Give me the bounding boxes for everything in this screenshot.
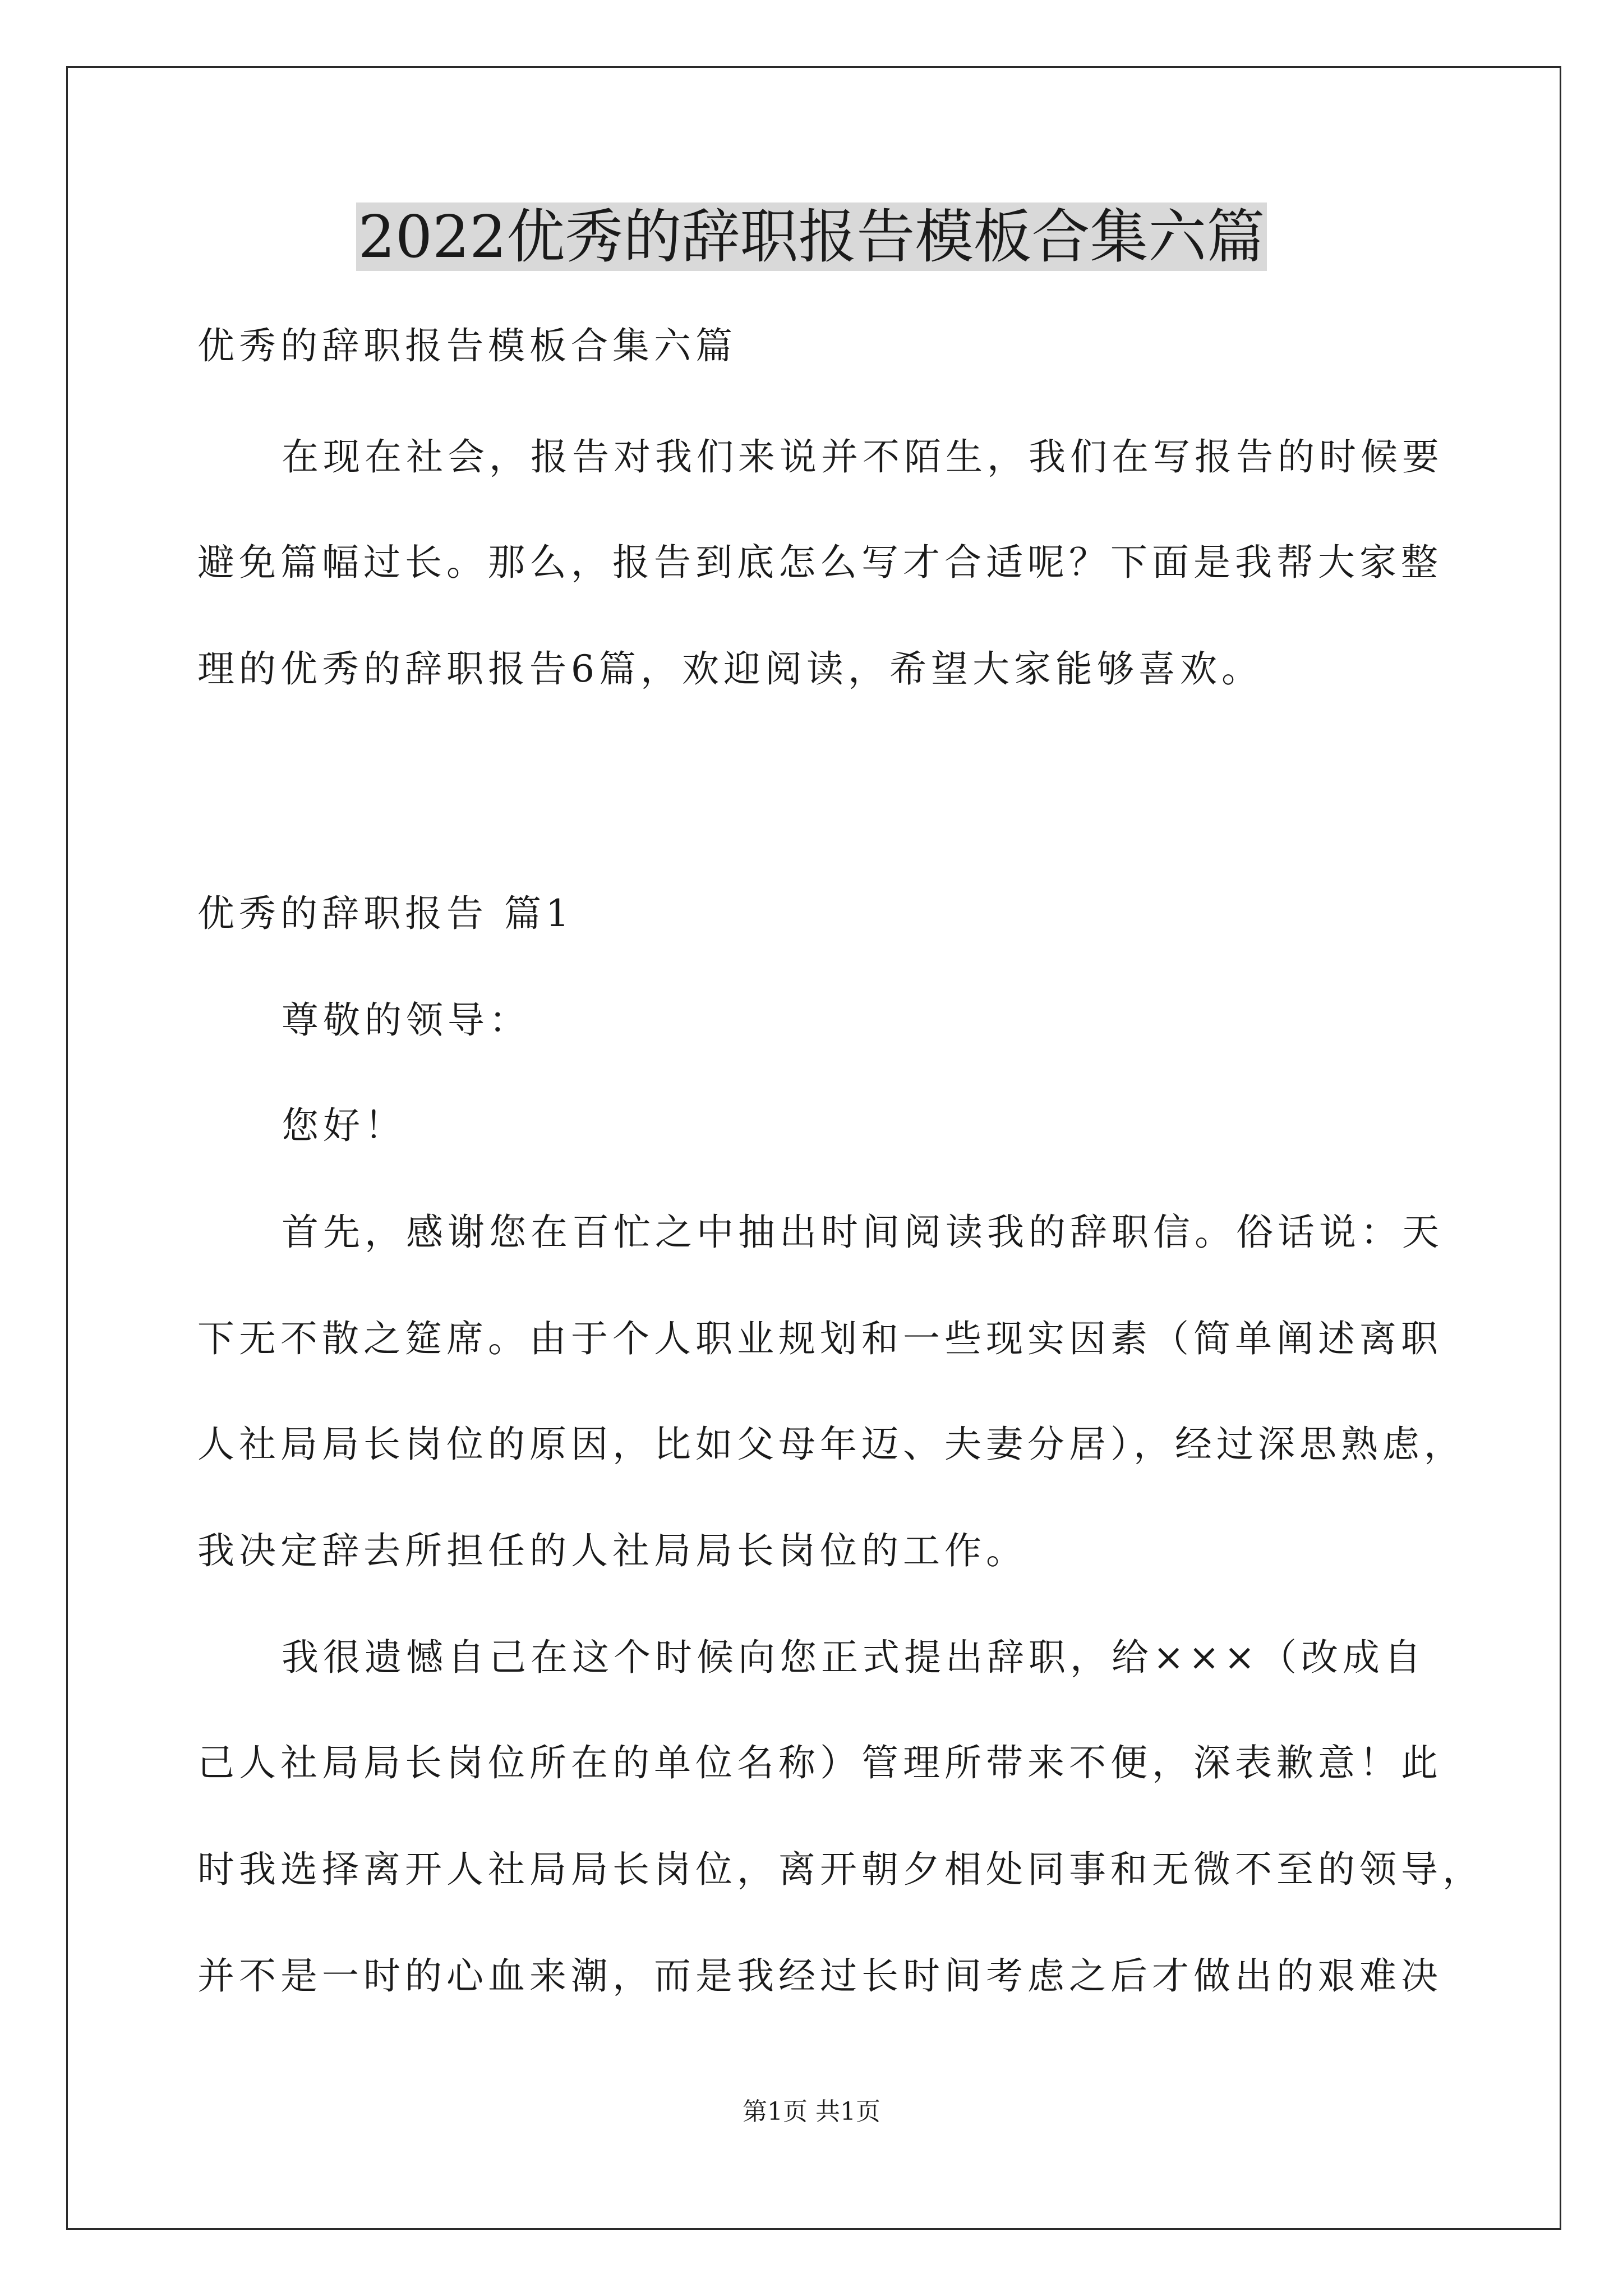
paragraph-line: 我很遗憾自己在这个时候向您正式提出辞职，给×××（改成自 — [282, 1636, 1426, 1679]
paragraph-line: 理的优秀的辞职报告6篇，欢迎阅读，希望大家能够喜欢。 — [197, 647, 1263, 691]
greeting-line: 您好！ — [282, 1104, 406, 1147]
paragraph-line: 避免篇幅过长。那么，报告到底怎么写才合适呢？下面是我帮大家整 — [197, 541, 1442, 584]
paragraph-line: 首先，感谢您在百忙之中抽出时间阅读我的辞职信。俗话说：天 — [282, 1211, 1444, 1254]
subtitle-line: 优秀的辞职报告模板合集六篇 — [197, 324, 737, 367]
salutation-line: 尊敬的领导： — [282, 999, 531, 1042]
paragraph-line: 并不是一时的心血来潮，而是我经过长时间考虑之后才做出的艰难决 — [197, 1954, 1442, 1998]
paragraph-line: 我决定辞去所担任的人社局局长岗位的工作。 — [197, 1529, 1027, 1572]
page-footer: 第1页 共1页 — [743, 2097, 880, 2126]
section-heading: 优秀的辞职报告 篇1 — [197, 892, 574, 935]
paragraph-line: 下无不散之筵席。由于个人职业规划和一些现实因素（简单阐述离职 — [197, 1317, 1442, 1360]
document-title: 2022优秀的辞职报告模板合集六篇 — [0, 197, 1623, 276]
paragraph-line: 时我选择离开人社局局长岗位，离开朝夕相处同事和无微不至的领导， — [197, 1848, 1484, 1891]
paragraph-line: 人社局局长岗位的原因，比如父母年迈、夫妻分居），经过深思熟虑， — [197, 1423, 1465, 1466]
paragraph-line: 己人社局局长岗位所在的单位名称）管理所带来不便，深表歉意！此 — [197, 1741, 1442, 1784]
paragraph-line: 在现在社会，报告对我们来说并不陌生，我们在写报告的时候要 — [282, 435, 1444, 478]
